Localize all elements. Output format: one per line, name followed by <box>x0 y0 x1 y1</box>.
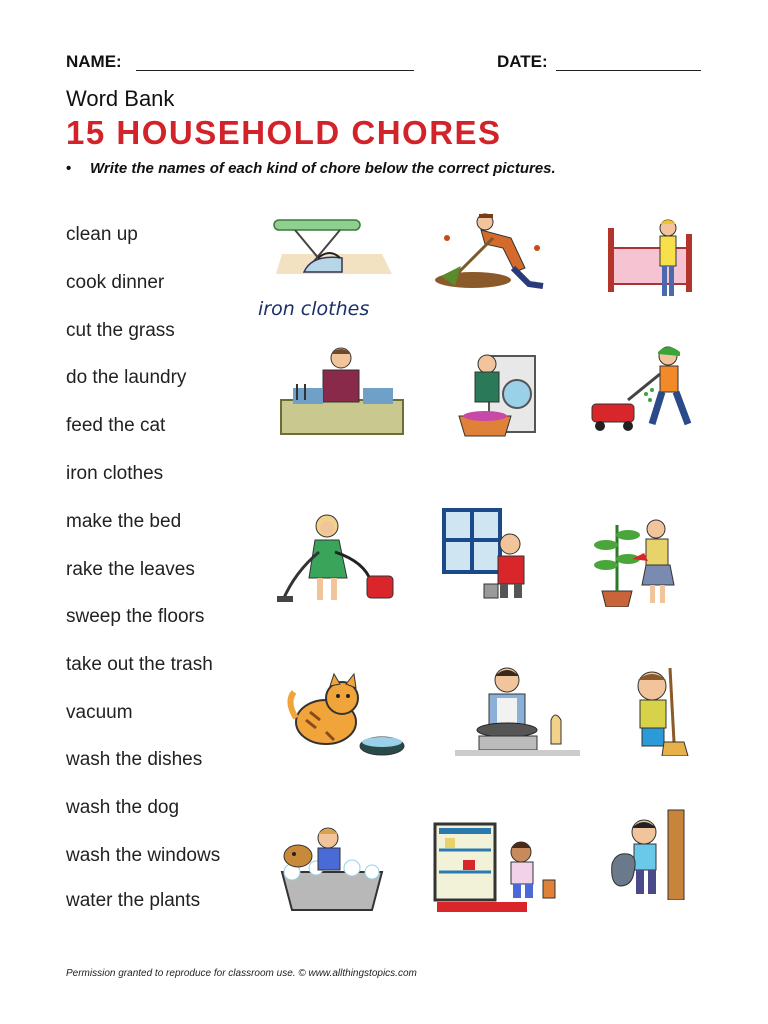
example-answer: iron clothes <box>258 298 370 320</box>
making-bed-icon <box>602 214 727 306</box>
sweeping-icon <box>622 664 747 756</box>
raking-leaves-icon <box>433 208 558 300</box>
feeding-cat-icon <box>286 672 411 764</box>
word-bank-item: cut the grass <box>66 320 175 341</box>
watering-plants-icon <box>592 515 717 607</box>
word-bank-item: take out the trash <box>66 654 213 675</box>
word-bank-item: water the plants <box>66 890 201 911</box>
header-row <box>66 52 706 78</box>
date-line[interactable] <box>556 70 701 71</box>
laundry-icon <box>445 346 570 438</box>
word-bank-item: iron clothes <box>66 463 164 484</box>
word-bank-item: clean up <box>66 224 138 245</box>
page-title: 15 HOUSEHOLD CHORES <box>66 114 502 151</box>
word-bank-item: do the laundry <box>66 367 187 388</box>
washing-dog-icon <box>272 822 397 914</box>
word-bank-item: wash the dishes <box>66 749 203 770</box>
word-bank-item: sweep the floors <box>66 606 205 627</box>
word-bank-item: cook dinner <box>66 272 165 293</box>
name-line[interactable] <box>136 70 414 71</box>
washing-window-icon <box>440 508 565 600</box>
subtitle: Word Bank <box>66 86 175 111</box>
vacuuming-icon <box>275 512 400 604</box>
date-label: DATE: <box>497 52 548 71</box>
word-bank-item: wash the windows <box>66 845 221 866</box>
cooking-icon <box>455 664 580 756</box>
footer-text: Permission granted to reproduce for classroom use. © www.allthingstopics.com <box>66 968 417 979</box>
cleaning-up-icon <box>433 822 558 914</box>
mowing-lawn-icon <box>588 344 713 436</box>
ironing-board-icon <box>270 214 395 306</box>
word-bank-item: feed the cat <box>66 415 166 436</box>
word-bank-item: make the bed <box>66 511 182 532</box>
taking-out-trash-icon <box>608 808 733 900</box>
word-bank-item: rake the leaves <box>66 559 195 580</box>
instruction <box>66 160 556 177</box>
bullet: • <box>66 160 72 177</box>
name-label: NAME: <box>66 52 122 71</box>
word-bank-item: vacuum <box>66 702 133 723</box>
instruction-text: Write the names of each kind of chore below the correct pictures. <box>90 160 556 177</box>
washing-dishes-icon <box>279 344 404 436</box>
word-bank-item: wash the dog <box>66 797 180 818</box>
